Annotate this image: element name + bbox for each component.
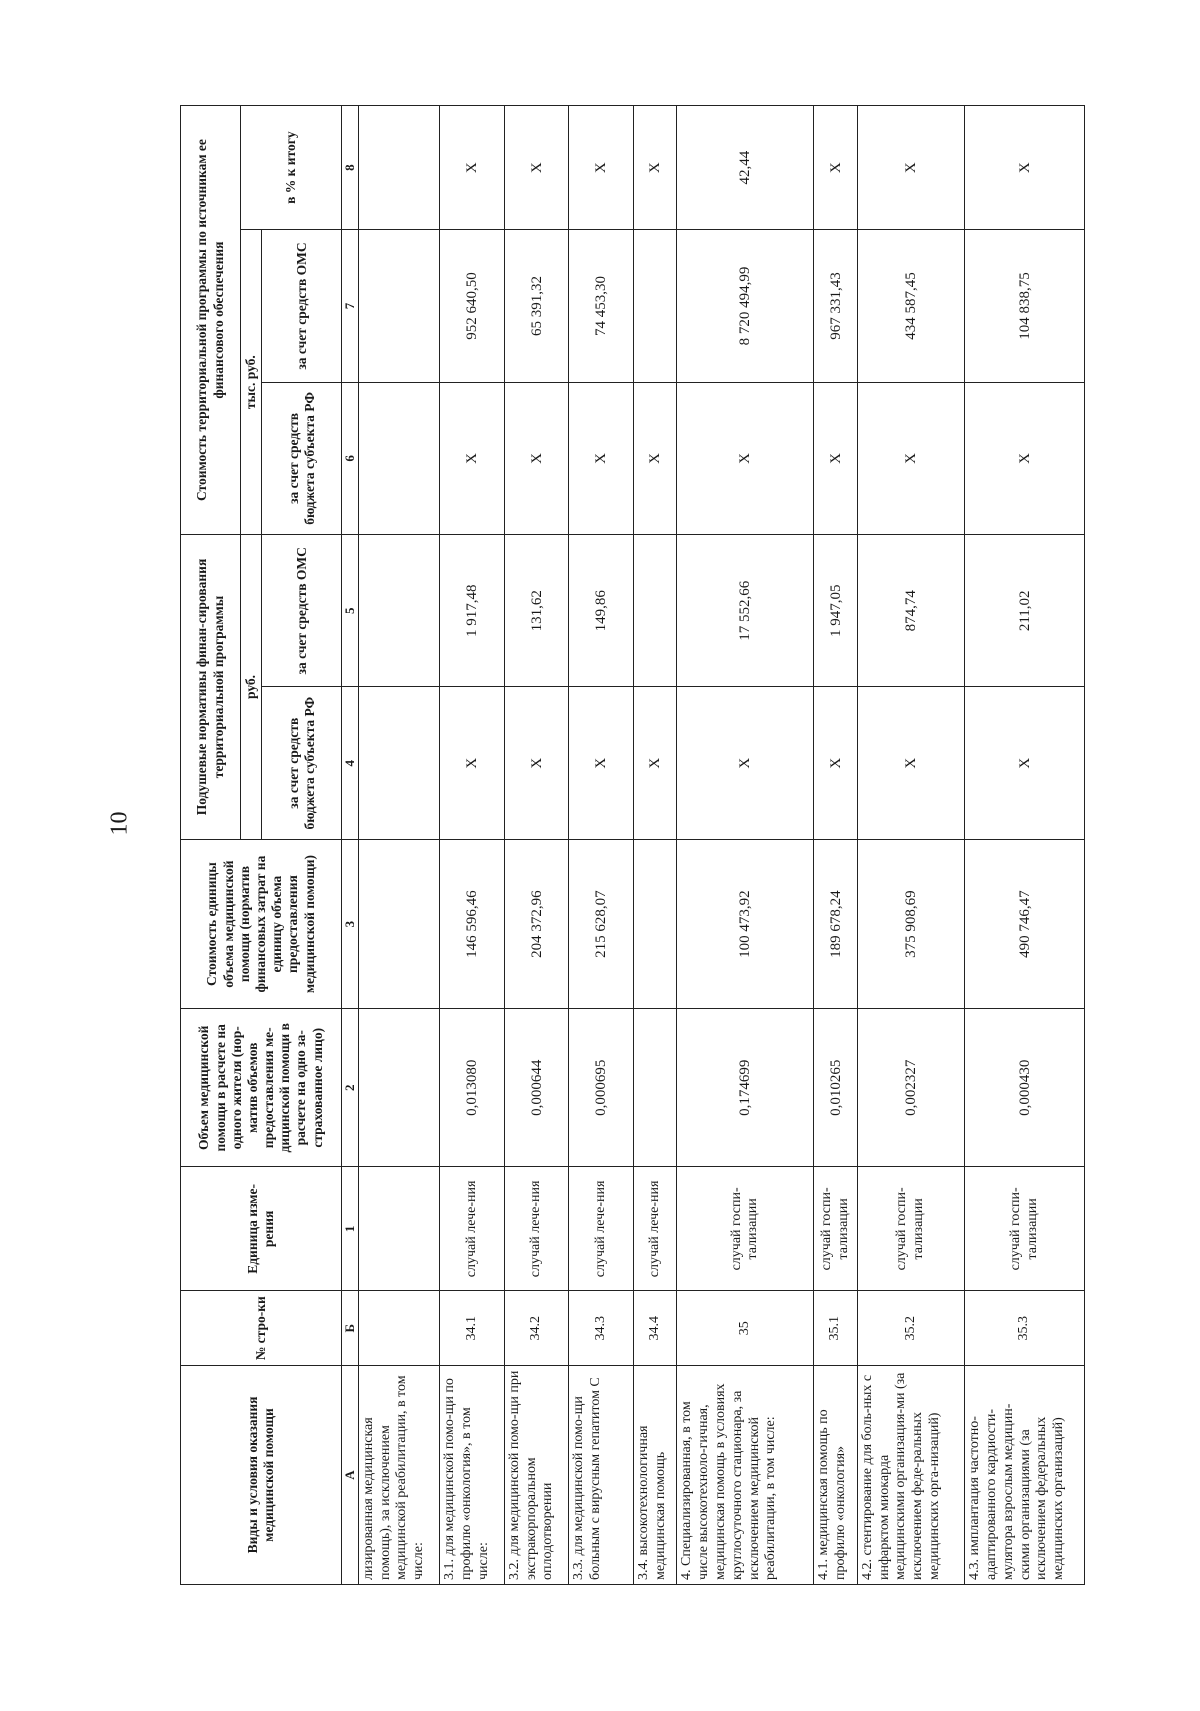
cell-kind: 4. Специализированная, в том числе высокотехноло-гичная, медицинская помощь в условиях круглосуточного стационара, за исключением медицинской реабилитации, в том числе: [677,1365,814,1584]
cell-pc-oms: 1 947,05 [814,535,858,687]
cell-volume [358,1009,440,1167]
table-row [504,106,568,1585]
cell-volume: 0,000430 [965,1009,1085,1167]
cell-percent: Х [504,106,568,230]
cell-c-oms [358,230,440,382]
table-row [633,106,677,1585]
cell-unit-cost [633,839,677,1008]
table-row [569,106,633,1585]
cell-c-budget: Х [569,382,633,534]
cell-pc-oms [358,535,440,687]
cell-pc-budget: Х [569,687,633,839]
cell-row-no: 34.1 [440,1291,504,1366]
column-number: 8 [342,106,359,230]
cell-pc-oms: 211,02 [965,535,1085,687]
table-row [440,106,504,1585]
cell-unit-cost: 100 473,92 [677,839,814,1008]
cell-percent: Х [857,106,964,230]
cell-c-oms: 434 587,45 [857,230,964,382]
cell-unit-cost: 146 596,46 [440,839,504,1008]
cell-kind: 3.2. для медицинской помо-щи при экстракорпоральном оплодотворении [504,1365,568,1584]
table-row [677,106,814,1585]
column-number: 4 [342,687,359,839]
cell-c-budget: Х [965,382,1085,534]
cell-kind: лизированная медицинская помощь), за исключением медицинской реабилитации, в том числе: [358,1365,440,1584]
cell-percent: 42,44 [677,106,814,230]
header-pc-budget: за счет средств бюджета субъекта РФ [262,687,342,839]
cell-c-budget: Х [504,382,568,534]
cell-row-no: 35.2 [857,1291,964,1366]
table-row [814,106,858,1585]
header-percent: в % к итогу [241,106,342,230]
cell-volume [633,1009,677,1167]
cell-pc-budget: Х [440,687,504,839]
cell-c-budget: Х [677,382,814,534]
cell-percent: Х [440,106,504,230]
header-cost-total: Стоимость территориальной программы по источникам ее финансового обеспечения [181,106,241,535]
header-unit: Единица изме-рения [181,1167,342,1291]
header-pc-oms: за счет средств ОМС [262,535,342,687]
cell-percent: Х [814,106,858,230]
cell-pc-budget: Х [633,687,677,839]
header-unit-cost: Стоимость единицы объема медицинской помощи (норматив финансовых затрат на единицу объема предоставления медицинской помощи) [181,839,342,1008]
header-per-capita: Подушевые нормативы финан-сирования территориальной программы [181,535,241,840]
cell-row-no: 35 [677,1291,814,1366]
header-c-budget: за счет средств бюджета субъекта РФ [262,382,342,534]
cell-row-no: 35.1 [814,1291,858,1366]
cell-c-oms: 952 640,50 [440,230,504,382]
cell-kind: 3.3. для медицинской помо-щи больным с вирусным гепатитом С [569,1365,633,1584]
cell-row-no: 34.3 [569,1291,633,1366]
page-number: 10 [106,811,133,836]
cell-unit-cost: 375 908,69 [857,839,964,1008]
cell-unit: случай госпи-тализации [677,1167,814,1291]
cell-c-oms: 967 331,43 [814,230,858,382]
cell-unit: случай лече-ния [569,1167,633,1291]
cell-pc-budget: Х [857,687,964,839]
header-c-oms: за счет средств ОМС [262,230,342,382]
column-number: А [342,1365,359,1584]
column-number: 1 [342,1167,359,1291]
cell-volume: 0,010265 [814,1009,858,1167]
table-row [965,106,1085,1585]
table-body [358,106,1084,1585]
table-row [358,106,440,1585]
cell-pc-budget: Х [504,687,568,839]
column-number: 3 [342,839,359,1008]
header-row-no: № стро-ки [181,1291,342,1366]
column-number: 2 [342,1009,359,1167]
cell-kind: 3.1. для медицинской помо-щи по профилю «онкология», в том числе: [440,1365,504,1584]
cell-unit-cost: 215 628,07 [569,839,633,1008]
cell-c-oms: 8 720 494,99 [677,230,814,382]
cell-unit-cost: 490 746,47 [965,839,1085,1008]
cell-row-no [358,1291,440,1366]
cell-percent: Х [633,106,677,230]
cell-row-no: 34.4 [633,1291,677,1366]
cell-unit-cost [358,839,440,1008]
column-number: 7 [342,230,359,382]
cell-pc-oms: 1 917,48 [440,535,504,687]
cell-c-budget: Х [814,382,858,534]
header-cost-unit: тыс. руб. [241,230,262,535]
cell-volume: 0,000695 [569,1009,633,1167]
cell-c-budget: Х [633,382,677,534]
cell-unit [358,1167,440,1291]
cell-unit: случай госпи-тализации [965,1167,1085,1291]
column-number: 5 [342,535,359,687]
cell-unit-cost: 189 678,24 [814,839,858,1008]
header-volume: Объем медицинской помощи в расчете на одного жителя (нор-матив объемов предоставления ме-дицинской помощи в расчете на одно за-страхованное лицо) [181,1009,342,1167]
cell-pc-oms [633,535,677,687]
cell-volume: 0,013080 [440,1009,504,1167]
header-per-capita-unit: руб. [241,535,262,840]
cell-c-budget: Х [857,382,964,534]
financing-table [180,105,1085,1585]
cell-percent: Х [569,106,633,230]
column-number: Б [342,1291,359,1366]
cell-pc-oms: 149,86 [569,535,633,687]
cell-pc-oms: 131,62 [504,535,568,687]
cell-pc-budget: Х [814,687,858,839]
cell-c-oms [633,230,677,382]
cell-pc-oms: 17 552,66 [677,535,814,687]
cell-pc-budget [358,687,440,839]
cell-unit: случай лече-ния [504,1167,568,1291]
cell-volume: 0,002327 [857,1009,964,1167]
cell-volume: 0,174699 [677,1009,814,1167]
header-kind: Виды и условия оказания медицинской помощи [181,1365,342,1584]
cell-c-oms: 65 391,32 [504,230,568,382]
cell-row-no: 34.2 [504,1291,568,1366]
cell-unit-cost: 204 372,96 [504,839,568,1008]
cell-unit: случай госпи-тализации [857,1167,964,1291]
cell-c-budget [358,382,440,534]
table-row [857,106,964,1585]
cell-pc-budget: Х [965,687,1085,839]
cell-volume: 0,000644 [504,1009,568,1167]
cell-unit: случай госпи-тализации [814,1167,858,1291]
cell-kind: 4.2. стентирование для боль-ных с инфарктом миокарда медицинскими организация-ми (за исключением феде-ральных медицинских орга-низаций) [857,1365,964,1584]
cell-pc-oms: 874,74 [857,535,964,687]
cell-percent [358,106,440,230]
rotated-table-wrapper [180,105,1085,1585]
cell-kind: 4.1. медицинская помощь по профилю «онкология» [814,1365,858,1584]
cell-kind: 3.4. высокотехнологичная медицинская помощь [633,1365,677,1584]
cell-percent: Х [965,106,1085,230]
cell-pc-budget: Х [677,687,814,839]
cell-c-oms: 74 453,30 [569,230,633,382]
cell-kind: 4.3. имплантация частотно-адаптированного кардиости-мулятора взрослым медицин-скими организациями (за исключением федеральных медицинских организаций) [965,1365,1085,1584]
cell-c-oms: 104 838,75 [965,230,1085,382]
cell-unit: случай лече-ния [633,1167,677,1291]
cell-row-no: 35.3 [965,1291,1085,1366]
cell-unit: случай лече-ния [440,1167,504,1291]
cell-c-budget: Х [440,382,504,534]
column-number: 6 [342,382,359,534]
